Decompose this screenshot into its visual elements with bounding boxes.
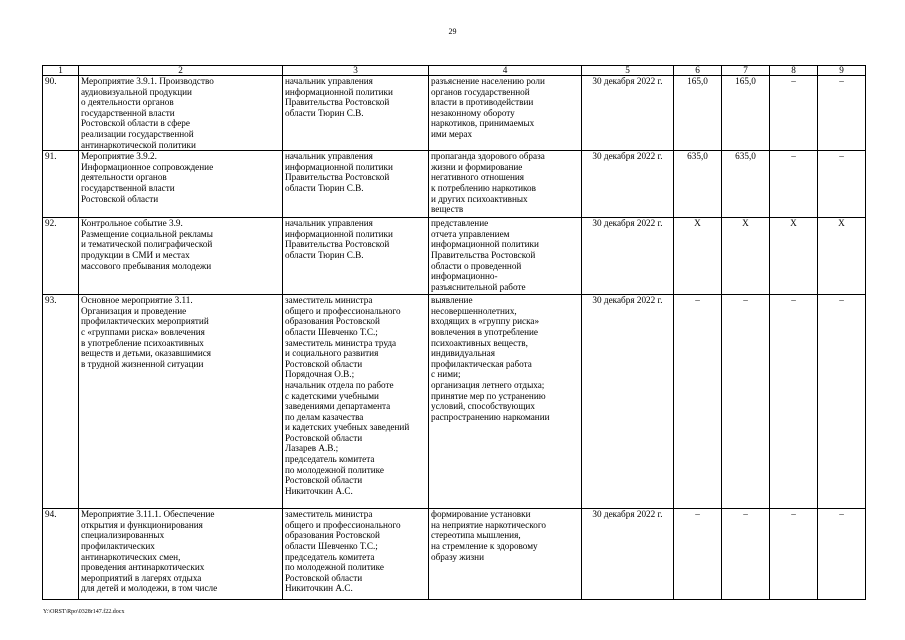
date-cell: 30 декабря 2022 г. [582, 509, 674, 600]
table-row [43, 218, 866, 295]
result-cell: формирование установки на неприятие наркотического стереотипа мышления, на стремление к здоровому образу жизни [429, 509, 582, 600]
result-cell: пропаганда здорового образа жизни и формирование негативного отношения к потреблению наркотиков и других психоактивных веществ [429, 151, 582, 218]
executor-cell: заместитель министра общего и профессионального образования Ростовской области Шевченко Т.С.; заместитель министра труда и социального развития Ростовской области Порядочная О.В.; начальник отдела по работе с кадетскими учебными заведениями департамента по делам казачества и кадетских учебных заведений Ростовской области Лазарев А.В.; председатель комитета по молодежной политике Ростовской области Никиточкин А.С. [283, 295, 429, 509]
file-path-footer: Y:\ORST\Rpo\0328r147.f22.docx [43, 609, 125, 615]
value-cell: Х [674, 218, 722, 295]
value-cell: 635,0 [674, 151, 722, 218]
column-header: 9 [818, 66, 866, 76]
measures-table [42, 65, 866, 600]
value-cell: Х [722, 218, 770, 295]
column-header: 3 [283, 66, 429, 76]
value-cell: – [818, 509, 866, 600]
value-cell: Х [818, 218, 866, 295]
column-header: 4 [429, 66, 582, 76]
row-number: 92. [43, 218, 79, 295]
value-cell: – [770, 295, 818, 509]
result-cell: выявление несовершеннолетних, входящих в «группу риска» вовлечения в употребление психоактивных веществ, индивидуальная профилактическая работа с ними; организация летнего отдыха; принятие мер по устранению условий, способствующих распространению наркомании [429, 295, 582, 509]
executor-cell: заместитель министра общего и профессионального образования Ростовской области Шевченко Т.С.; председатель комитета по молодежной политике Ростовской области Никиточкин А.С. [283, 509, 429, 600]
value-cell: – [722, 295, 770, 509]
value-cell: – [818, 151, 866, 218]
row-number: 94. [43, 509, 79, 600]
value-cell: – [770, 509, 818, 600]
result-cell: представление отчета управлением информационной политики Правительства Ростовской области о проведенной информационно- разъяснительной работе [429, 218, 582, 295]
value-cell: – [770, 151, 818, 218]
value-cell: 635,0 [722, 151, 770, 218]
executor-cell: начальник управления информационной политики Правительства Ростовской области Тюрин С.В. [283, 76, 429, 151]
row-number: 91. [43, 151, 79, 218]
value-cell: – [674, 509, 722, 600]
result-cell: разъяснение населению роли органов государственной власти в противодействии незаконному обороту наркотиков, принимаемых ими мерах [429, 76, 582, 151]
measure-cell: Мероприятие 3.9.1. Производство аудиовизуальной продукции о деятельности органов государственной власти Ростовской области в сфере реализации государственной антинаркотической политики [79, 76, 283, 151]
table-row [43, 509, 866, 600]
date-cell: 30 декабря 2022 г. [582, 295, 674, 509]
value-cell: – [818, 295, 866, 509]
column-header: 5 [582, 66, 674, 76]
column-header: 7 [722, 66, 770, 76]
column-number-row [43, 66, 866, 76]
measure-cell: Контрольное событие 3.9. Размещение социальной рекламы и тематической полиграфической продукции в СМИ и местах массового пребывания молодежи [79, 218, 283, 295]
measure-cell: Мероприятие 3.9.2. Информационное сопровождение деятельности органов государственной власти Ростовской области [79, 151, 283, 218]
date-cell: 30 декабря 2022 г. [582, 76, 674, 151]
row-number: 93. [43, 295, 79, 509]
column-header: 6 [674, 66, 722, 76]
page-number: 29 [448, 27, 457, 36]
column-header: 1 [43, 66, 79, 76]
table-row [43, 295, 866, 509]
column-header: 8 [770, 66, 818, 76]
value-cell: – [722, 509, 770, 600]
value-cell: – [770, 76, 818, 151]
value-cell: 165,0 [674, 76, 722, 151]
row-number: 90. [43, 76, 79, 151]
value-cell: – [818, 76, 866, 151]
table-row [43, 151, 866, 218]
measure-cell: Основное мероприятие 3.11. Организация и проведение профилактических мероприятий с «группами риска» вовлечения в употребление психоактивных веществ и детьми, оказавшимися в трудной жизненной ситуации [79, 295, 283, 509]
value-cell: 165,0 [722, 76, 770, 151]
value-cell: – [674, 295, 722, 509]
measure-cell: Мероприятие 3.11.1. Обеспечение открытия и функционирования специализированных профилактических антинаркотических смен, проведения антинаркотических мероприятий в лагерях отдыха для детей и молодежи, в том числе [79, 509, 283, 600]
date-cell: 30 декабря 2022 г. [582, 151, 674, 218]
table-row [43, 76, 866, 151]
column-header: 2 [79, 66, 283, 76]
date-cell: 30 декабря 2022 г. [582, 218, 674, 295]
executor-cell: начальник управления информационной политики Правительства Ростовской области Тюрин С.В. [283, 151, 429, 218]
value-cell: Х [770, 218, 818, 295]
executor-cell: начальник управления информационной политики Правительства Ростовской области Тюрин С.В. [283, 218, 429, 295]
